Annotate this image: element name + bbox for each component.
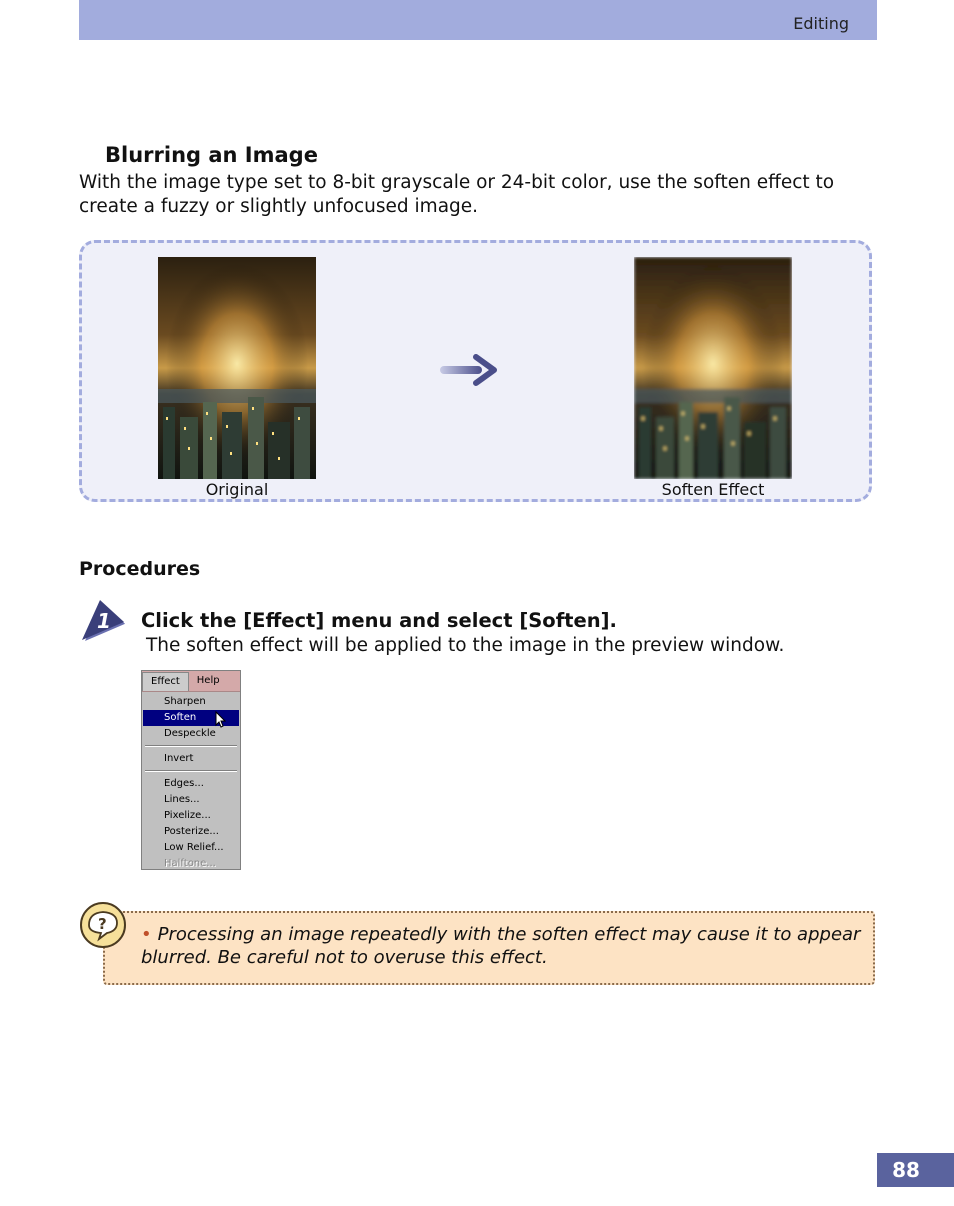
menu-separator [145, 745, 237, 747]
page-number: 88 [892, 1158, 920, 1182]
effect-menu-screenshot [141, 670, 241, 870]
page-number-tab [877, 1153, 954, 1187]
menu-item-soften[interactable] [143, 710, 239, 726]
step-description: The soften effect will be applied to the image in the preview window. [146, 635, 785, 656]
soften-effect-caption: Soften Effect [661, 480, 765, 499]
step-number-icon [80, 600, 128, 648]
comparison-panel [79, 240, 872, 502]
header-bar [79, 0, 877, 40]
menu-item-edges[interactable]: Edges... [164, 778, 204, 789]
menu-item-despeckle[interactable]: Despeckle [164, 728, 216, 739]
menu-item-pixelize[interactable]: Pixelize... [164, 810, 211, 821]
intro-paragraph: With the image type set to 8-bit grayscale or 24-bit color, use the soften effect to create a fuzzy or slightly unfocused image. [79, 172, 835, 217]
original-photo [158, 257, 316, 479]
menu-item-sharpen[interactable]: Sharpen [164, 696, 206, 707]
step-number: 1 [97, 609, 111, 633]
menu-item-low-relief[interactable]: Low Relief... [164, 842, 224, 853]
right-arrow-icon [438, 353, 498, 391]
header-section-label: Editing [793, 14, 849, 33]
svg-text:?: ? [98, 915, 107, 933]
section-title: Blurring an Image [105, 143, 318, 167]
menubar-effect[interactable]: Effect [142, 672, 189, 691]
effect-menu-list [143, 691, 239, 872]
menu-item-invert[interactable]: Invert [164, 753, 194, 764]
tip-text [141, 923, 861, 969]
tip-bullet: • [141, 924, 152, 945]
menubar-help[interactable]: Help [196, 675, 220, 686]
menu-separator [145, 770, 237, 772]
hint-question-icon [79, 901, 127, 953]
menu-item-posterize[interactable]: Posterize... [164, 826, 219, 837]
step-heading: Click the [Effect] menu and select [Soften]. [141, 609, 617, 632]
menu-item-halftone: Halftone... [164, 858, 216, 869]
procedures-heading: Procedures [79, 558, 201, 580]
menu-item-lines[interactable]: Lines... [164, 794, 200, 805]
tip-text-body: Processing an image repeatedly with the soften effect may cause it to appear blurred. Be careful not to overuse this effect. [141, 924, 861, 968]
soften-effect-photo [634, 257, 792, 479]
menubar [142, 671, 240, 692]
menu-item-soften-label: Soften [164, 712, 197, 723]
original-caption: Original [205, 480, 269, 499]
